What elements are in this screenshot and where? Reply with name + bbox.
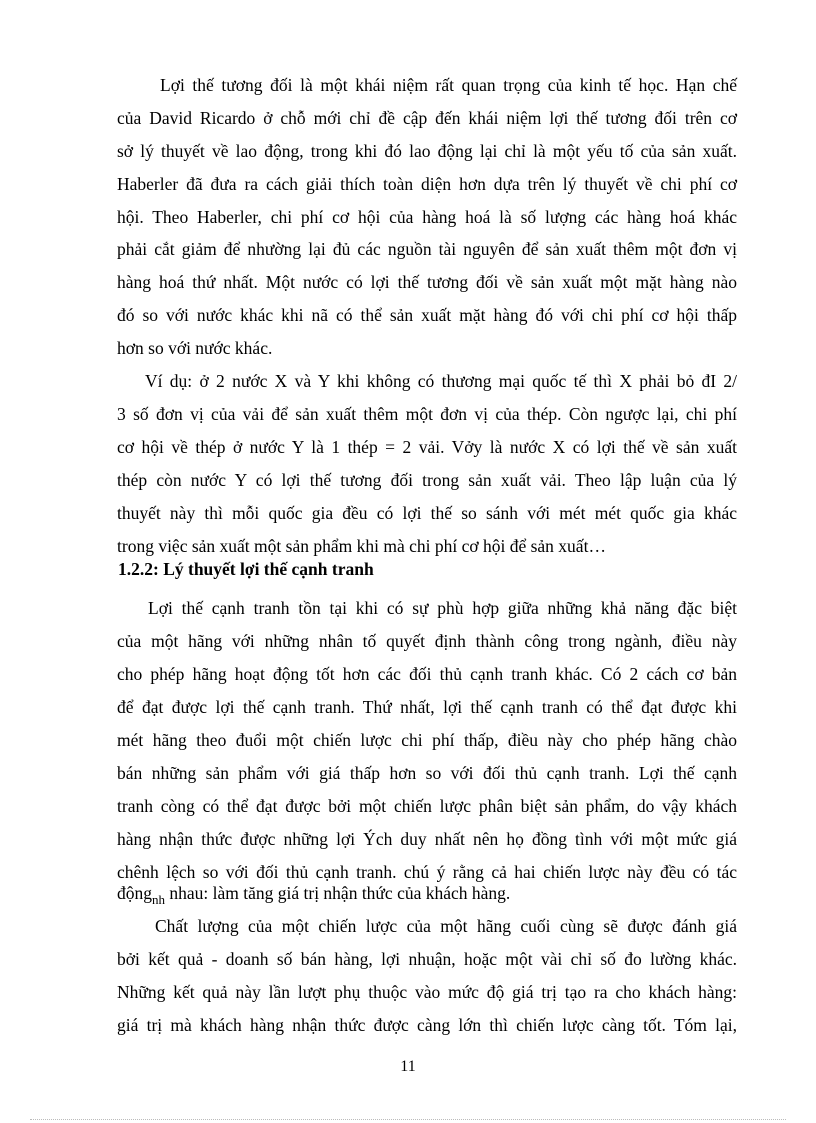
paragraph-line: hơn so với nước khác. bbox=[117, 338, 273, 358]
paragraph-line: thuyết này thì mỗi quốc gia đều có lợi thế so sánh với mét mét quốc gia khác bbox=[117, 503, 737, 523]
paragraph-line: 3 số đơn vị của vải để sản xuất thêm một đơn vị của thép. Còn ngược lại, chi phí bbox=[117, 404, 737, 424]
paragraph-line: mét hãng theo đuổi một chiến lược chi phí thấp, điều này cho phép hãng chào bbox=[117, 730, 737, 750]
paragraph-line: trong việc sản xuất một sản phẩm khi mà chi phí cơ hội để sản xuất… bbox=[117, 536, 606, 556]
paragraph-line: sở lý thuyết về lao động, trong khi đó lao động lại chỉ là một yếu tố của sản xuất. bbox=[117, 141, 737, 161]
paragraph-line: Lợi thế tương đối là một khái niệm rất quan trọng của kinh tế học. Hạn chế bbox=[160, 75, 737, 95]
text-fragment: nhau: làm tăng giá trị nhận thức của khách hàng. bbox=[165, 883, 511, 903]
page-number: 11 bbox=[400, 1058, 416, 1075]
paragraph-line: đó so với nước khác khi nã có thể sản xuất mặt hàng đó với chi phí cơ hội thấp bbox=[117, 305, 737, 325]
text-fragment: động bbox=[117, 883, 152, 903]
paragraph-line: của một hãng với những nhân tố quyết định thành công trong ngành, điều này bbox=[117, 631, 737, 651]
paragraph-line: hàng hoá thứ nhất. Một nước có lợi thế tương đối về sản xuất một mặt hàng nào bbox=[117, 272, 737, 292]
footer-divider bbox=[30, 1119, 786, 1120]
paragraph-line: cho phép hãng hoạt động tốt hơn các đối thủ cạnh tranh khác. Có 2 cách cơ bản bbox=[117, 664, 737, 684]
paragraph-line: hội. Theo Haberler, chi phí cơ hội của hàng hoá là số lượng các hàng hoá khác bbox=[117, 207, 737, 227]
paragraph-line: Những kết quả này lần lượt phụ thuộc vào mức độ giá trị tạo ra cho khách hàng: bbox=[117, 982, 737, 1002]
paragraph-line: để đạt được lợi thế cạnh tranh. Thứ nhất, lợi thế cạnh tranh có thể đạt được khi bbox=[117, 697, 737, 717]
paragraph-line: bởi kết quả - doanh số bán hàng, lợi nhuận, hoặc một vài chỉ số đo lường khác. bbox=[117, 949, 737, 969]
subscript-fragment: nh bbox=[152, 892, 165, 907]
paragraph-line: phải cắt giảm để nhường lại đủ các nguồn tài nguyên để sản xuất thêm một đơn vị bbox=[117, 239, 737, 259]
paragraph-line: bán những sản phẩm với giá thấp hơn so với đối thủ cạnh tranh. Lợi thế cạnh bbox=[117, 763, 737, 783]
paragraph-line bbox=[117, 882, 510, 906]
paragraph-line: giá trị mà khách hàng nhận thức được càng lớn thì chiến lược càng tốt. Tóm lại, bbox=[117, 1015, 737, 1035]
paragraph-line: tranh còng có thể đạt được bởi một chiến lược phân biệt sản phẩm, do vậy khách bbox=[117, 796, 737, 816]
paragraph-line: chênh lệch so với đối thủ cạnh tranh. chú ý rằng cả hai chiến lược này đều có tác bbox=[117, 862, 737, 882]
paragraph-line: Chất lượng của một chiến lược của một hãng cuối cùng sẽ được đánh giá bbox=[155, 916, 737, 936]
paragraph-line: Haberler đã đưa ra cách giải thích toàn diện hơn dựa trên lý thuyết về chi phí cơ bbox=[117, 174, 737, 194]
section-heading: 1.2.2: Lý thuyết lợi thế cạnh tranh bbox=[118, 559, 374, 579]
paragraph-line: thép còn nước Y có lợi thế tương đối trong sản xuất vải. Theo lập luận của lý bbox=[117, 470, 737, 490]
paragraph-line: Ví dụ: ở 2 nước X và Y khi không có thương mại quốc tế thì X phải bỏ đI 2/ bbox=[145, 371, 737, 391]
paragraph-line: hàng nhận thức được những lợi Ých duy nhất nên họ đồng tình với một mức giá bbox=[117, 829, 737, 849]
paragraph-line: Lợi thế cạnh tranh tồn tại khi có sự phù hợp giữa những khả năng đặc biệt bbox=[148, 598, 737, 618]
paragraph-line: cơ hội về thép ở nước Y là 1 thép = 2 vải. Vởy là nước X có lợi thế về sản xuất bbox=[117, 437, 737, 457]
paragraph-line: của David Ricardo ở chỗ mới chỉ đề cập đến khái niệm lợi thế tương đối trên cơ bbox=[117, 108, 737, 128]
